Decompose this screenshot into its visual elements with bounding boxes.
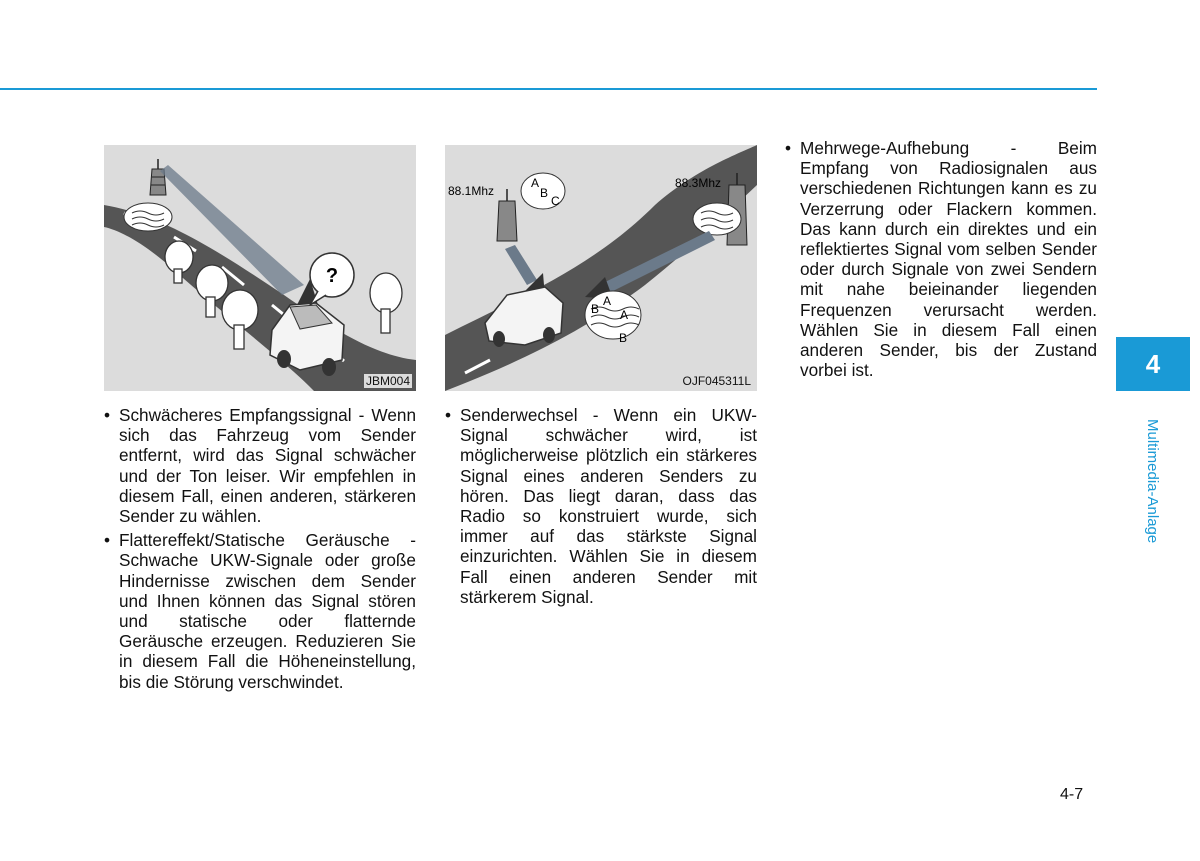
svg-text:B: B: [540, 186, 549, 200]
svg-text:B: B: [591, 302, 600, 316]
question-callout: [310, 253, 354, 305]
multipath-bubble: [585, 291, 641, 345]
text-column-2: [445, 405, 757, 611]
svg-text:C: C: [551, 194, 560, 208]
chapter-number-tab: 4: [1116, 337, 1190, 391]
signal-wave-icon: [124, 203, 172, 231]
transmitter-tower-icon: [150, 159, 166, 195]
list-item-weak-signal: • Schwächeres Empfangssignal - Wenn sich das Fahrzeug vom Sender entfernt, wird das Signal schwächer und der Ton leiser. Wir empfehlen in diesem Fall, einen anderen, stärkeren Sender zu wählen.: [104, 405, 416, 526]
car-icon: [485, 287, 563, 347]
svg-text:A: A: [620, 308, 629, 322]
page-number: 4-7: [1060, 786, 1084, 803]
list-item-station-change: • Senderwechsel - Wenn ein UKW-Signal schwächer wird, ist möglicherweise plötzlich ein stärkeres Signal eines anderen Senders zu hören. Das liegt daran, dass das Radio so konstruiert wurde, sich immer auf das stärkste Signal einzurichten. Wählen Sie in diesem Fall einen anderen Sender mit stärkerem Signal.: [445, 405, 757, 607]
weak-signal-illustration: [104, 145, 416, 391]
station-change-illustration: [445, 145, 757, 391]
svg-text:B: B: [619, 331, 628, 345]
figure-weak-signal: [104, 145, 416, 391]
chapter-title: Multimedia-Anlage: [1144, 419, 1161, 544]
abc-bubble: [521, 173, 565, 209]
text-column-1: [104, 405, 416, 696]
tower-right-freq: 88.3Mhz: [675, 176, 722, 190]
transmitter-tower-icon: [497, 189, 517, 241]
list-item-multipath: • Mehrwege-Aufhebung - Beim Empfang von Radiosignalen aus verschiedenen Richtungen kann es zu Verzerrung oder Flackern kommen. Das kann durch ein direktes und ein reflektiertes Signal vom selben Sender oder durch Signale von zwei Sendern mit nahe beieinander liegenden Frequenzen verursacht werden. Wählen Sie in diesem Fall einen anderen Sender, bis der Zustand vorbei ist.: [785, 138, 1097, 380]
callout-text: ?: [325, 265, 339, 287]
svg-text:A: A: [531, 176, 540, 190]
figure-code: JBM004: [365, 374, 410, 388]
list-item-flutter: • Flattereffekt/Statische Geräusche - Schwache UKW-Signale oder große Hindernisse zwischen dem Sender und Ihnen können das Signal stören und statische oder flatternde Geräusche erzeugen. Reduzieren Sie in diesem Fall die Höheneinstellung, bis die Störung verschwindet.: [104, 530, 416, 692]
figure-station-change: [445, 145, 757, 391]
svg-text:A: A: [603, 294, 612, 308]
signal-wave-icon: [693, 203, 741, 235]
header-rule: [0, 88, 1097, 90]
text-column-3: [785, 138, 1097, 384]
figure-code: OJF045311L: [682, 374, 751, 388]
tower-left-freq: 88.1Mhz: [448, 184, 495, 198]
